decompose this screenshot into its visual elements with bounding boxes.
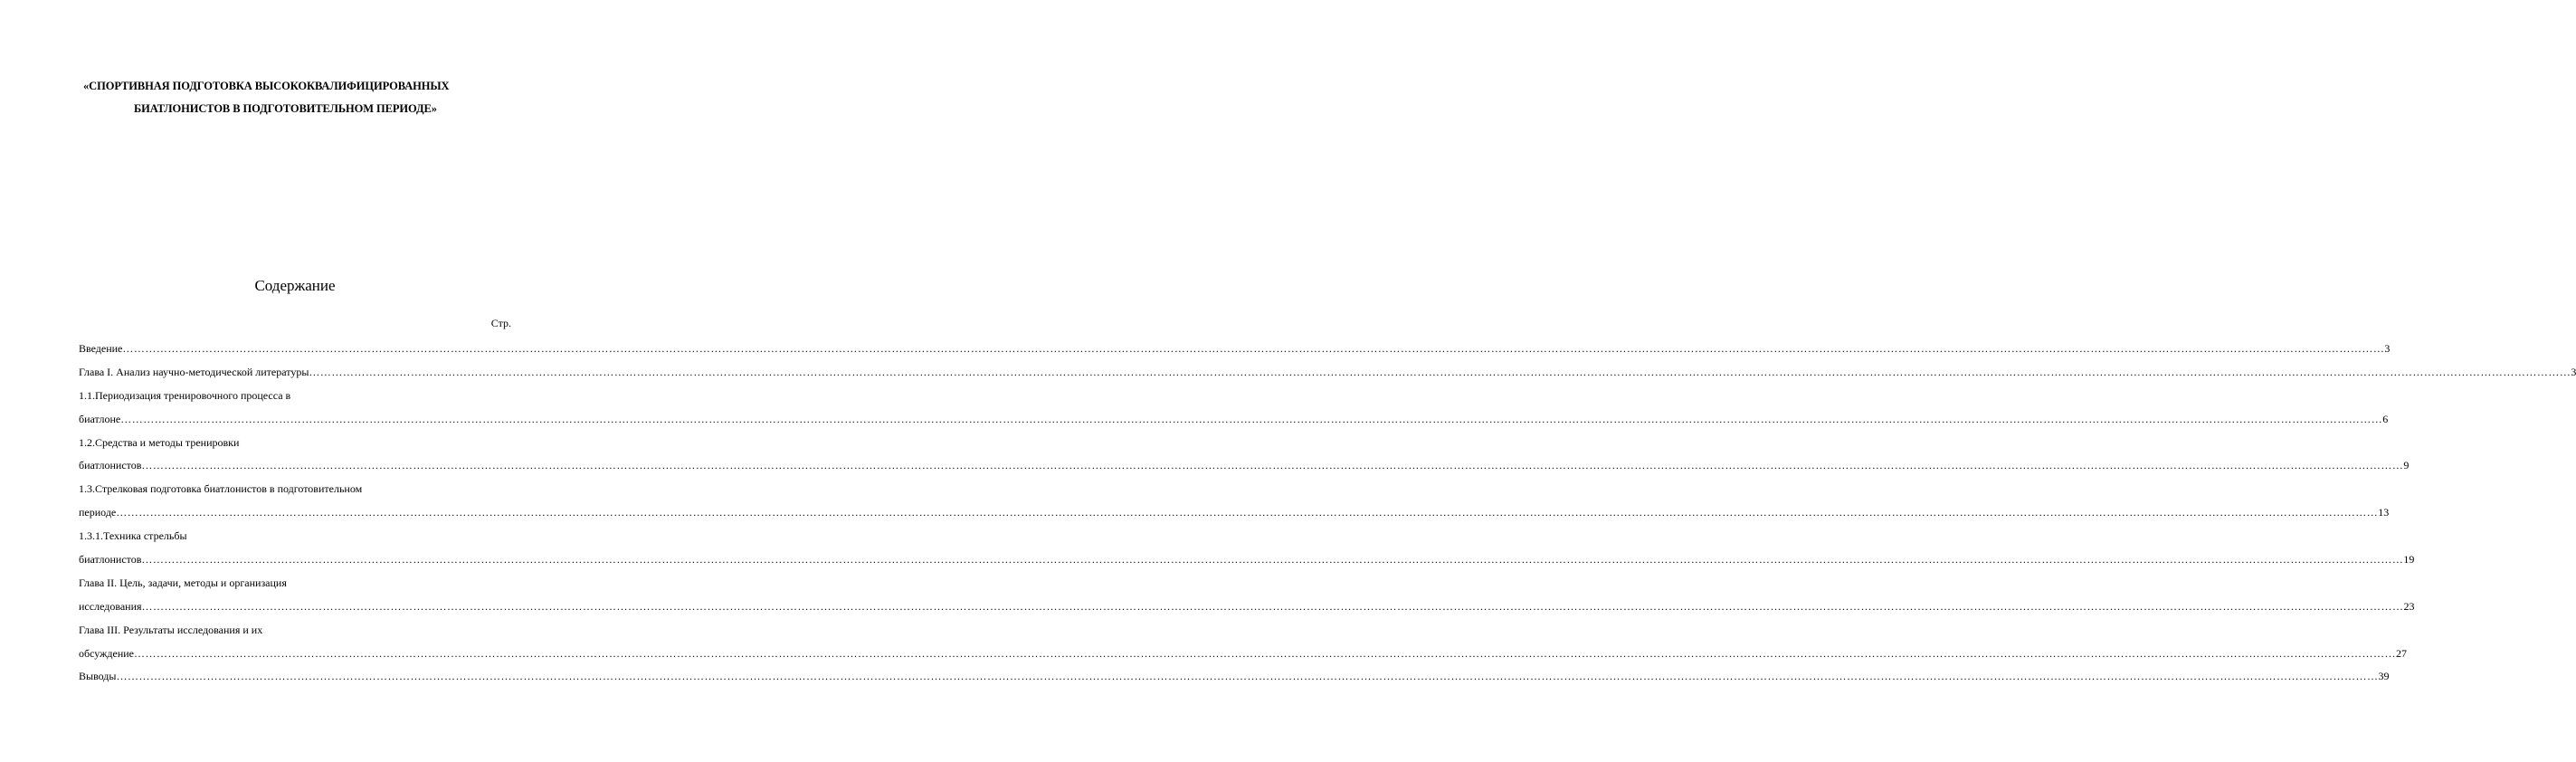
toc-entry	[79, 481, 2390, 529]
toc-entry	[79, 388, 2389, 435]
toc-entry-title: 1.1.Периодизация тренировочного процесса в	[79, 388, 291, 402]
toc-line	[79, 388, 513, 412]
toc-entry	[79, 576, 2415, 623]
table-of-contents	[79, 341, 2576, 692]
toc-page-number: 3	[2384, 342, 2391, 355]
toc-entry-title: 1.2.Средства и методы тренировки	[79, 435, 240, 449]
dot-leader: ……………………………………………………………………………………………………………………………………………………………………………………………………………………………………………………………………………………………………………………………………………………………………………………………………………………………………………………………………………………………………………………………………………………	[134, 646, 2397, 660]
dot-leader: ……………………………………………………………………………………………………………………………………………………………………………………………………………………………………………………………………………………………………………………………………………………………………………………………………………………………………………………………………………………………………………………………………………………	[120, 412, 2383, 425]
dot-leader: ……………………………………………………………………………………………………………………………………………………………………………………………………………………………………………………………………………………………………………………………………………………………………………………………………………………………………………………………………………………………………………………………………………………	[116, 670, 2379, 683]
dot-leader: ……………………………………………………………………………………………………………………………………………………………………………………………………………………………………………………………………………………………………………………………………………………………………………………………………………………………………………………………………………………………………………………………………………………	[122, 342, 2385, 355]
toc-line	[79, 552, 2415, 576]
toc-entry	[79, 341, 2391, 365]
toc-entry-title: Глава I. Анализ научно-методической литературы	[79, 365, 309, 378]
toc-line	[79, 623, 513, 646]
toc-line	[79, 576, 513, 599]
toc-entry	[79, 669, 2390, 692]
toc-entry	[79, 623, 2408, 670]
toc-entry-title: исследования	[79, 599, 142, 613]
toc-entry-title: 1.3.Стрелковая подготовка биатлонистов в подготовительном	[79, 482, 363, 496]
toc-page-number: 9	[2403, 459, 2410, 472]
toc-page-number: 27	[2396, 646, 2408, 660]
toc-line	[79, 505, 2390, 529]
toc-entry-title: биатлонистов	[79, 459, 142, 472]
toc-line	[79, 646, 2408, 670]
toc-line	[79, 458, 2410, 481]
toc-line	[79, 365, 2576, 388]
dot-leader: ……………………………………………………………………………………………………………………………………………………………………………………………………………………………………………………………………………………………………………………………………………………………………………………………………………………………………………………………………………………………………………………………………………………	[141, 553, 2404, 567]
toc-page-number: 3	[2571, 365, 2576, 378]
toc-entry-title: обсуждение	[79, 646, 135, 660]
document-title-line-1: «СПОРТИВНАЯ ПОДГОТОВКА ВЫСОКОКВАЛИФИЦИРОВАННЫХ	[83, 80, 450, 92]
toc-page-number: 6	[2382, 412, 2389, 425]
toc-page-number: 19	[2403, 553, 2415, 567]
toc-entry-title: Глава III. Результаты исследования и их	[79, 623, 263, 636]
toc-entry-title: биатлоне	[79, 412, 121, 425]
toc-line	[79, 481, 513, 505]
toc-entry-title: Введение	[79, 342, 123, 355]
toc-line	[79, 341, 2391, 365]
toc-entry-title: 1.3.1.Техника стрельбы	[79, 529, 187, 543]
dot-leader: ……………………………………………………………………………………………………………………………………………………………………………………………………………………………………………………………………………………………………………………………………………………………………………………………………………………………………………………………………………………………………………………………………………………	[309, 365, 2571, 378]
toc-entry	[79, 365, 2576, 388]
dot-leader: ……………………………………………………………………………………………………………………………………………………………………………………………………………………………………………………………………………………………………………………………………………………………………………………………………………………………………………………………………………………………………………………………………………………	[141, 459, 2404, 472]
toc-line	[79, 412, 2389, 435]
toc-entry	[79, 529, 2415, 576]
dot-leader: ……………………………………………………………………………………………………………………………………………………………………………………………………………………………………………………………………………………………………………………………………………………………………………………………………………………………………………………………………………………………………………………………………………………	[116, 506, 2379, 519]
toc-page-number: 13	[2378, 506, 2390, 519]
toc-entry-title: Выводы	[79, 670, 117, 683]
dot-leader: ……………………………………………………………………………………………………………………………………………………………………………………………………………………………………………………………………………………………………………………………………………………………………………………………………………………………………………………………………………………………………………………………………………………	[141, 599, 2404, 613]
document-title-line-2: БИАТЛОНИСТОВ В ПОДГОТОВИТЕЛЬНОМ ПЕРИОДЕ»	[134, 102, 437, 115]
toc-page-number: 39	[2378, 670, 2390, 683]
toc-line	[79, 599, 2415, 623]
toc-entry	[79, 435, 2410, 482]
toc-entry-title: биатлонистов	[79, 553, 142, 567]
toc-line	[79, 435, 513, 459]
toc-line	[79, 669, 2390, 692]
page-column-label: Стр.	[490, 317, 511, 329]
toc-page-number: 23	[2403, 599, 2415, 613]
toc-entry-title: периоде	[79, 506, 117, 519]
toc-line	[79, 529, 513, 552]
toc-heading: Содержание	[254, 277, 336, 294]
toc-entry-title: Глава II. Цель, задачи, методы и организация	[79, 576, 287, 589]
